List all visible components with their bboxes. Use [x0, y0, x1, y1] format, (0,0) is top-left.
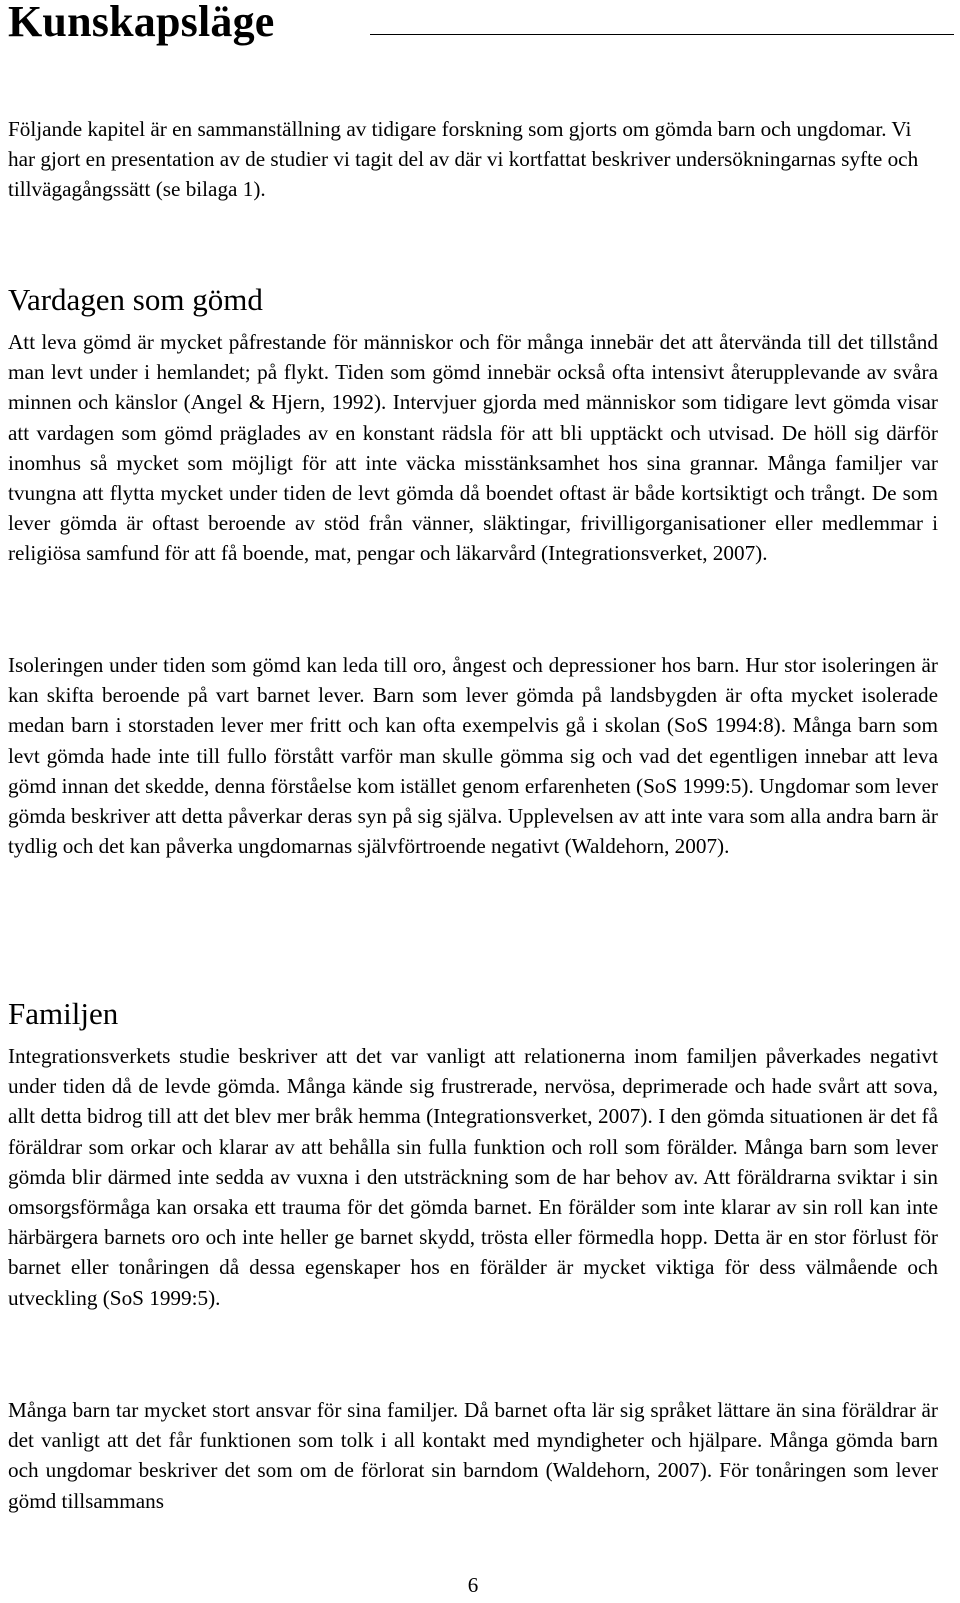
section-vardagen-paragraph-1: Att leva gömd är mycket påfrestande för människor och för många innebär det att återvända till det tillstånd man levt under i hemlandet; på flykt. Tiden som gömd innebär också ofta intensivt återupplevande av svåra minnen och känslor (Angel & Hjern, 1992). Intervjuer gjorda med människor som tidigare levt gömda visar att vardagen som gömd präglades av en konstant rädsla för att bli upptäckt och utvisad. De höll sig därför inomhus så mycket som möjligt för att inte väcka misstänksamhet hos sina grannar. Många familjer var tvungna att flytta mycket under tiden de levt gömda då boendet oftast är både kortsiktigt och trångt. De som lever gömda är oftast beroende av stöd från vänner, släktingar, frivilligorganisationer eller medlemmar i religiösa samfund för att få boende, mat, pengar och läkarvård (Integrationsverket, 2007).: [8, 330, 938, 566]
section-heading-familjen: Familjen: [8, 996, 119, 1031]
page-title: Kunskapsläge: [8, 0, 275, 46]
document-page: [8, 0, 938, 44]
intro-paragraph: Följande kapitel är en sammanställning av tidigare forskning som gjorts om gömda barn och ungdomar. Vi har gjort en presentation av de studier vi tagit del av där vi kortfattat beskriver undersökningarnas syfte och tillvägagångssätt (se bilaga 1).: [8, 117, 919, 202]
page-number: 6: [467, 1573, 479, 1597]
section-vardagen-paragraph-2: Isoleringen under tiden som gömd kan leda till oro, ångest och depressioner hos barn. Hur stor isoleringen är kan skifta beroende på vart barnet lever. Barn som lever gömda på landsbygden är ofta mycket isolerade medan barn i storstaden lever mer fritt och kan ofta exempelvis gå i skolan (SoS 1994:8). Många barn som levt gömda hade inte till fullo förstått varför man skulle gömma sig och vad det egentligen innebar att leva gömd innan det skedde, denna förståelse kom istället genom erfarenheten (SoS 1999:5). Ungdomar som lever gömda beskriver att detta påverkar deras syn på sig själva. Upplevelsen av att inte vara som alla andra barn är tydlig och det kan påverka ungdomarnas självförtroende negativt (Waldehorn, 2007).: [8, 653, 938, 859]
title-underline-divider: [370, 34, 954, 35]
section-familjen-paragraph-1: Integrationsverkets studie beskriver att det var vanligt att relationerna inom familjen påverkades negativt under tiden då de levde gömda. Många kände sig frustrerade, nervösa, deprimerade och hade svårt att sova, allt detta bidrog till att det blev mer bråk hemma (Integrationsverket, 2007). I den gömda situationen är det få föräldrar som orkar och klarar av att behålla sin fulla funktion och roll som förälder. Många barn som lever gömda blir därmed inte sedda av vuxna i den utsträckning som de har behov av. Att föräldrarna sviktar i sin omsorgsförmåga kan orsaka ett trauma för det gömda barnet. En förälder som inte klarar av sin roll kan inte härbärgera barnets oro och inte heller ge barnet skydd, trösta eller förmedla hopp. Detta är en stor förlust för barnet eller tonåringen då dessa egenskaper hos en förälder är mycket viktiga för dess välmående och utveckling (SoS 1999:5).: [8, 1044, 938, 1310]
section-familjen-paragraph-2: Många barn tar mycket stort ansvar för sina familjer. Då barnet ofta lär sig språket lättare än sina föräldrar är det vanligt att det får funktionen som tolk i all kontakt med myndigheter och hjälpare. Många gömda barn och ungdomar beskriver det som om de förlorat sin barndom (Waldehorn, 2007). För tonåringen som lever gömd tillsammans: [8, 1398, 938, 1513]
section-heading-vardagen: Vardagen som gömd: [8, 282, 263, 317]
